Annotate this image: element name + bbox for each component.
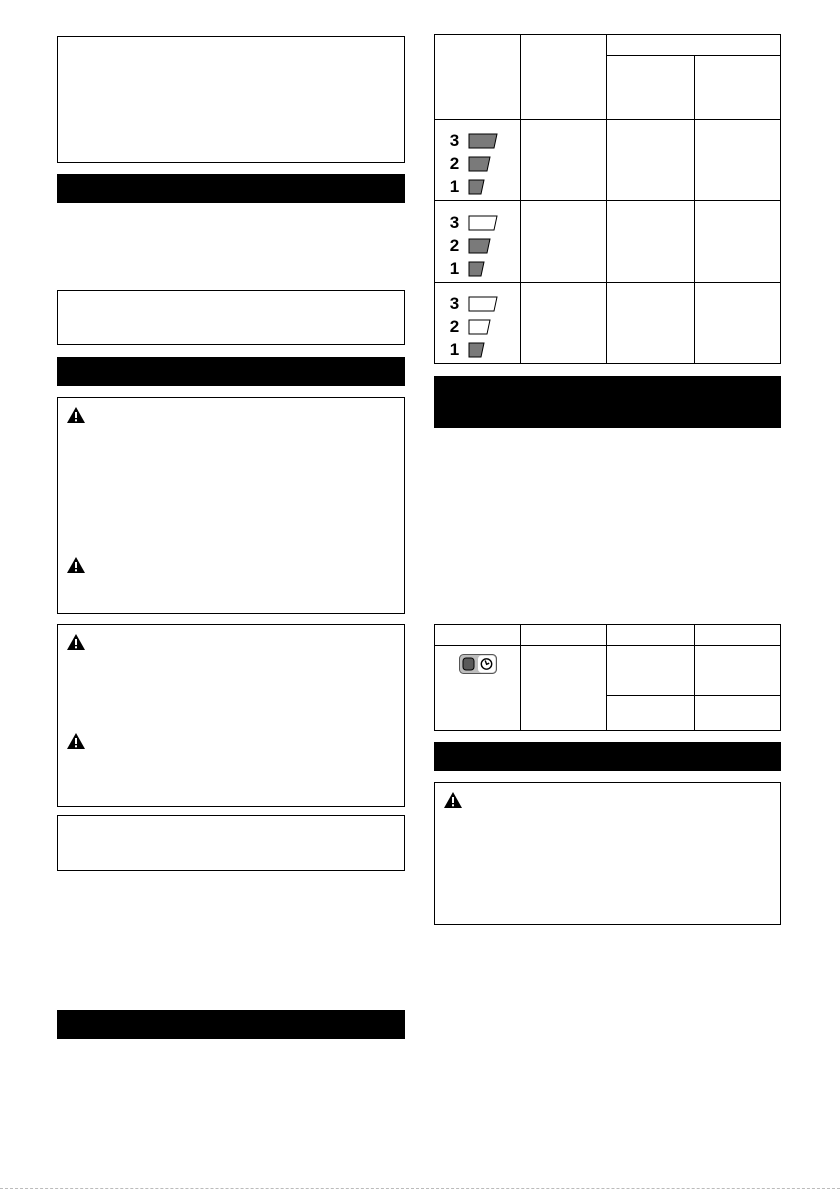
- table-cell: [521, 201, 607, 283]
- table-header-cell: [435, 35, 521, 120]
- warning-box-2: [57, 624, 405, 807]
- note-box-3: [57, 815, 405, 871]
- warning-triangle-icon: [66, 556, 86, 574]
- battery-segment: [468, 133, 498, 149]
- battery-level-number: 3: [449, 131, 460, 150]
- table-header-cell: [695, 625, 781, 646]
- warning-triangle-icon: [66, 633, 86, 651]
- table-row: [435, 646, 781, 696]
- battery-segment: [468, 261, 485, 277]
- warning-triangle-icon: [443, 791, 463, 809]
- table-row: [435, 283, 781, 364]
- section-header-bar-2: [57, 357, 405, 386]
- table-cell: [521, 283, 607, 364]
- page-bottom-edge: [0, 1188, 840, 1189]
- battery-level-cell: [435, 201, 521, 283]
- table-cell: [607, 120, 695, 201]
- table-cell: [695, 283, 781, 364]
- table-cell: [607, 283, 695, 364]
- section-header-bar-5: [434, 742, 781, 771]
- battery-indicator-table: [434, 34, 781, 364]
- table-cell: [521, 120, 607, 201]
- warning-box-3: [434, 782, 781, 925]
- battery-segment: [468, 156, 491, 172]
- battery-segment: [468, 238, 491, 254]
- section-header-bar-3: [57, 1010, 405, 1039]
- battery-segment: [468, 179, 485, 195]
- warning-box-1: [57, 397, 405, 614]
- mode-table: [434, 624, 781, 731]
- table-header-cell: [607, 35, 781, 56]
- mode-switch-icon: [459, 654, 497, 674]
- battery-level-cell: [435, 283, 521, 364]
- battery-level-number: 3: [449, 294, 460, 313]
- table-header-cell: [435, 625, 521, 646]
- table-cell: [695, 646, 781, 696]
- battery-level-number: 2: [449, 154, 460, 173]
- table-cell: [607, 696, 695, 731]
- battery-level-number: 1: [449, 340, 460, 359]
- table-header-cell: [695, 56, 781, 120]
- table-row: [435, 201, 781, 283]
- battery-level-indicator: [448, 125, 508, 195]
- battery-level-indicator: [448, 207, 508, 277]
- battery-level-number: 3: [449, 212, 460, 232]
- table-cell: [695, 120, 781, 201]
- note-box-top: [57, 36, 405, 163]
- battery-segment: [468, 319, 491, 335]
- battery-level-number: 1: [449, 177, 460, 196]
- battery-segment: [468, 342, 485, 358]
- battery-level-number: 2: [449, 235, 460, 255]
- table-cell: [607, 646, 695, 696]
- battery-level-number: 2: [449, 317, 460, 336]
- battery-level-indicator: [448, 288, 508, 358]
- table-cell: [695, 201, 781, 283]
- battery-level-number: 1: [449, 258, 460, 278]
- table-header-cell: [607, 56, 695, 120]
- mode-icon-cell: [435, 646, 521, 731]
- table-cell: [607, 201, 695, 283]
- table-header-cell: [521, 625, 607, 646]
- note-box-2: [57, 290, 405, 345]
- section-header-bar-1: [57, 174, 405, 203]
- warning-triangle-icon: [66, 732, 86, 750]
- table-cell: [695, 696, 781, 731]
- battery-segment: [468, 215, 498, 231]
- section-header-bar-4: [434, 376, 781, 428]
- table-header-cell: [521, 35, 607, 120]
- table-header-cell: [607, 625, 695, 646]
- table-row: [435, 120, 781, 201]
- table-cell: [521, 646, 607, 731]
- battery-segment: [468, 296, 498, 312]
- warning-triangle-icon: [66, 406, 86, 424]
- battery-level-cell: [435, 120, 521, 201]
